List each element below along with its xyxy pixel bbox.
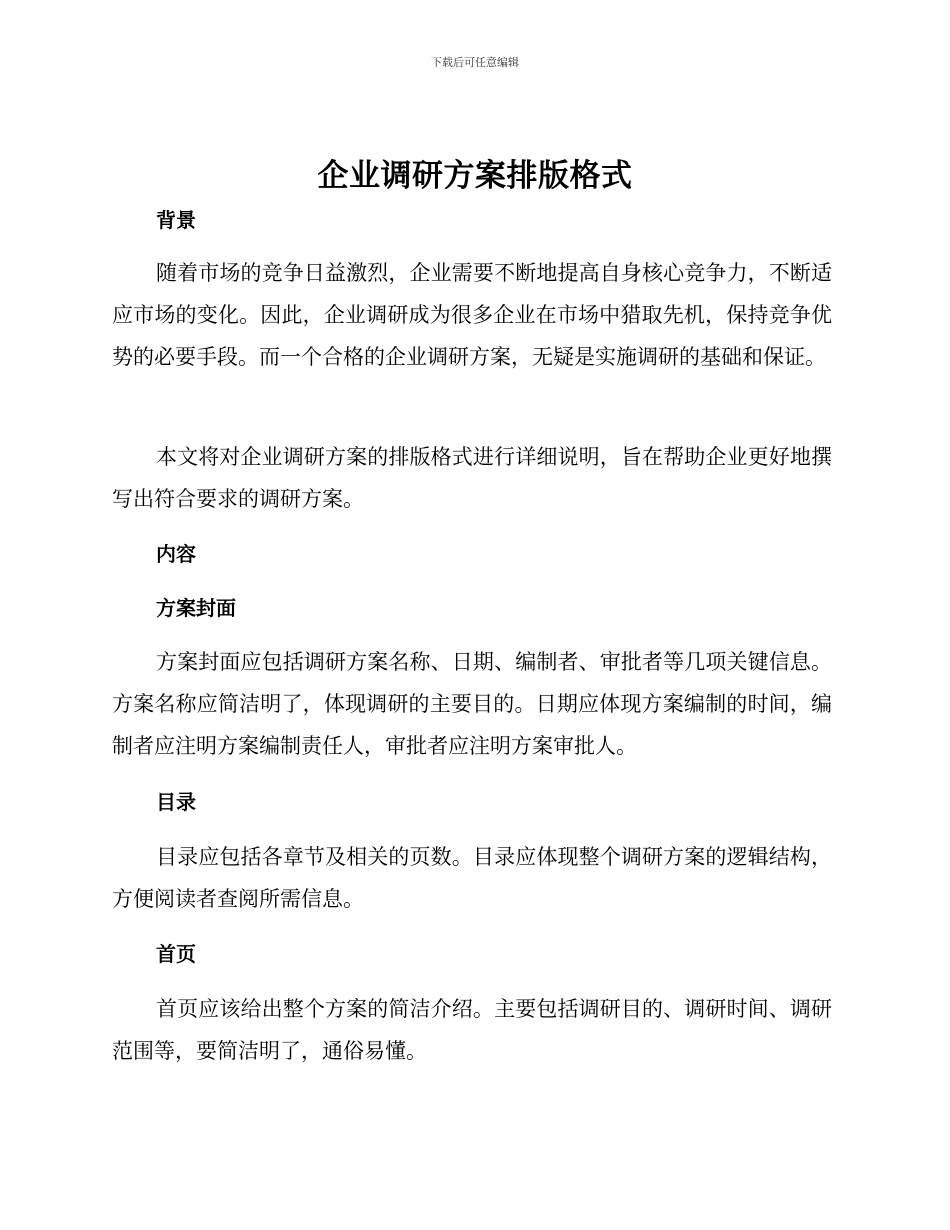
section-heading-cover: 方案封面 — [156, 596, 236, 620]
paragraph-background-1: 随着市场的竞争日益激烈，企业需要不断地提高自身核心竞争力，不断适应市场的变化。因此，企业调研成为很多企业在市场中猎取先机，保持竞争优势的必要手段。而一个合格的企业调研方案，无疑是实施调研的基础和保证。 — [112, 261, 832, 369]
paragraph-background-2: 本文将对企业调研方案的排版格式进行详细说明，旨在帮助企业更好地撰写出符合要求的调研方案。 — [112, 445, 832, 511]
paragraph-home: 首页应该给出整个方案的简洁介绍。主要包括调研目的、调研时间、调研范围等，要简洁明了，通俗易懂。 — [112, 997, 832, 1063]
header-note: 下载后可任意编辑 — [431, 56, 519, 69]
section-heading-home: 首页 — [156, 942, 196, 966]
section-heading-content: 内容 — [156, 542, 196, 566]
document-title: 企业调研方案排版格式 — [317, 158, 633, 194]
paragraph-toc: 目录应包括各章节及相关的页数。目录应体现整个调研方案的逻辑结构，方便阅读者查阅所需信息。 — [112, 845, 832, 911]
section-heading-background: 背景 — [156, 208, 196, 232]
paragraph-cover: 方案封面应包括调研方案名称、日期、编制者、审批者等几项关键信息。方案名称应简洁明了，体现调研的主要目的。日期应体现方案编制的时间，编制者应注明方案编制责任人，审批者应注明方案审批人。 — [112, 650, 832, 758]
section-heading-toc: 目录 — [156, 790, 196, 814]
